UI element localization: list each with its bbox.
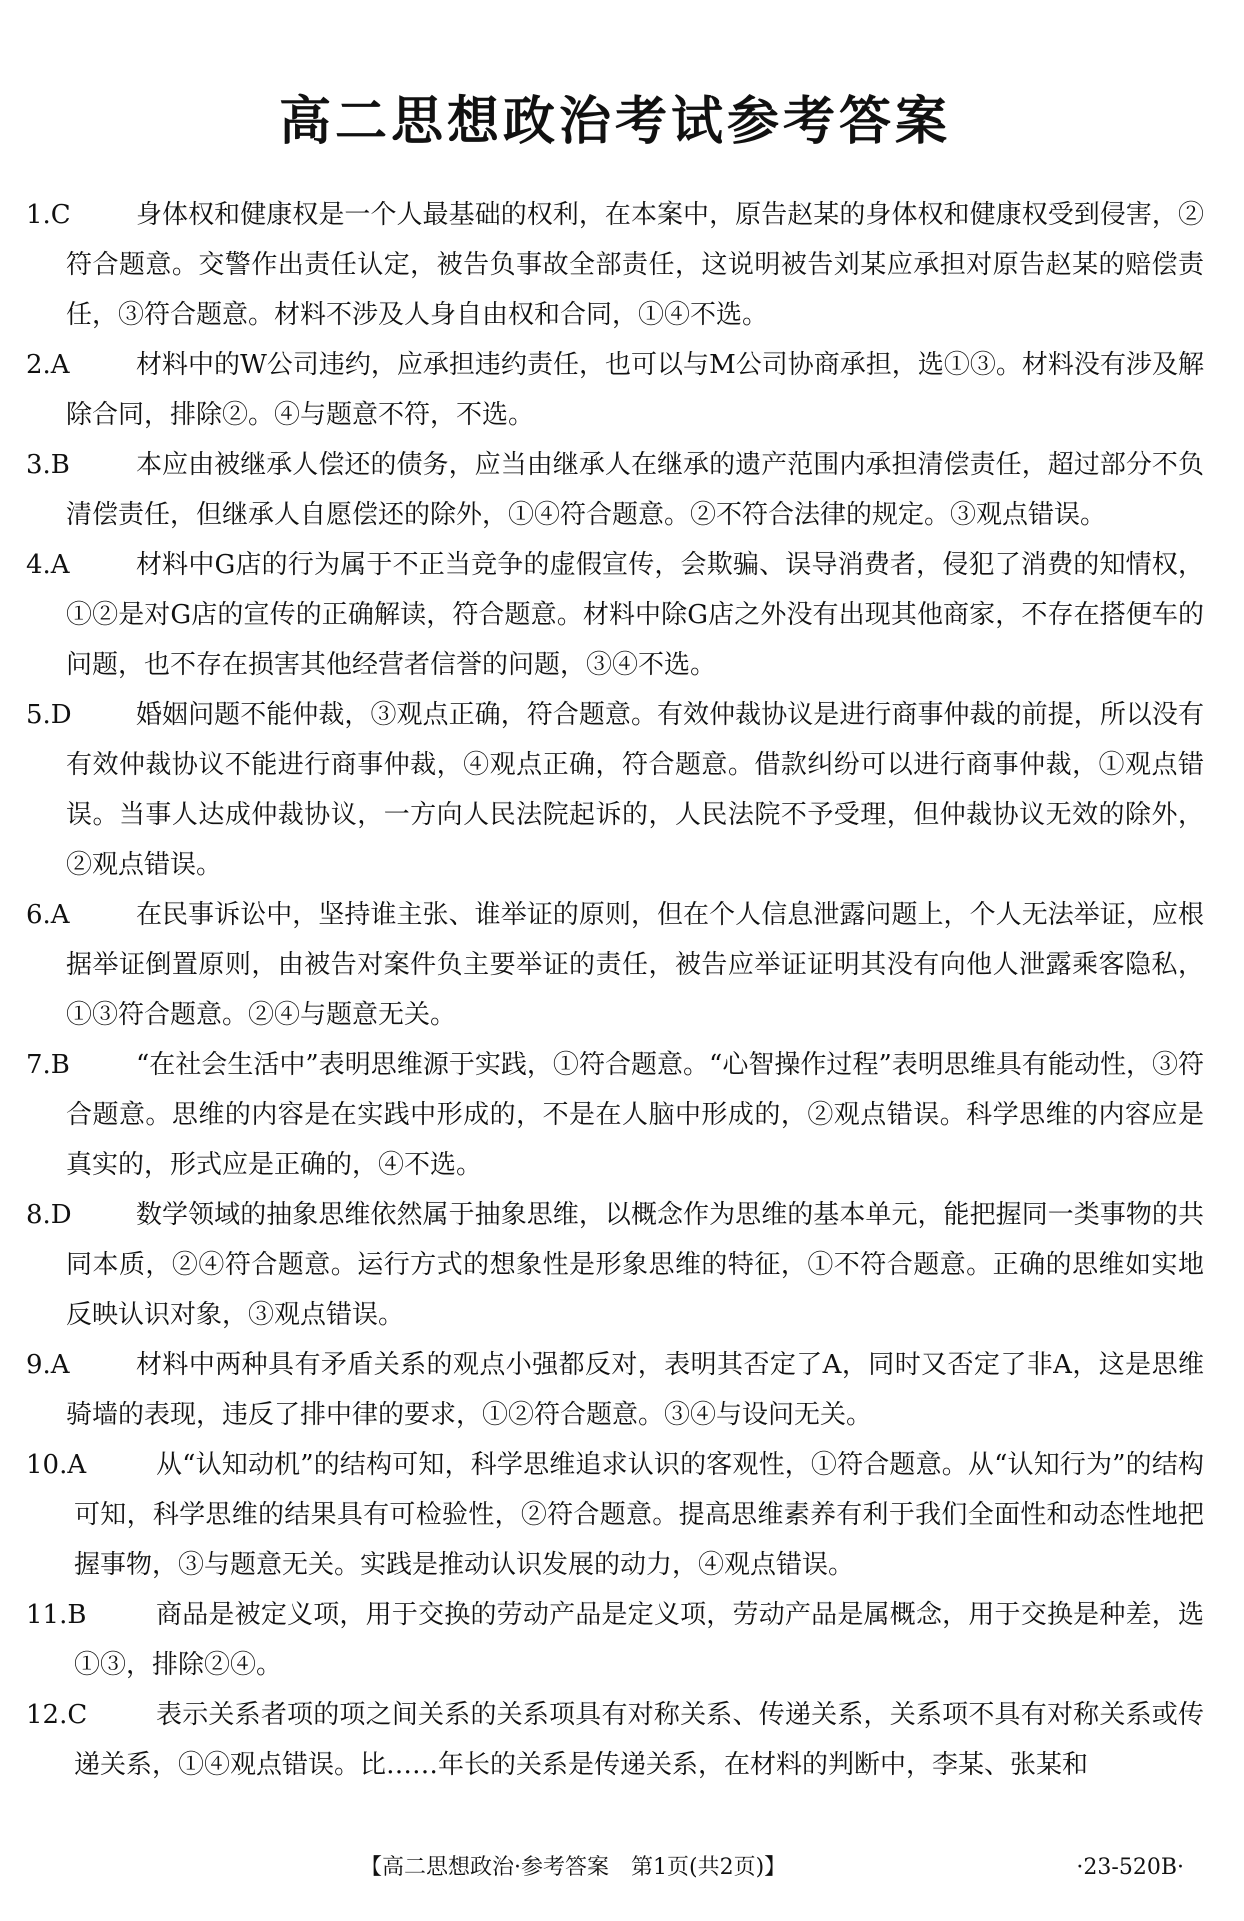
- answer-number: 12.C: [26, 1700, 88, 1730]
- answer-number: 1.C: [26, 200, 71, 230]
- answer-item: [26, 190, 1204, 340]
- answer-explanation: 数学领域的抽象思维依然属于抽象思维，以概念作为思维的基本单元，能把握同一类事物的共同本质，②④符合题意。运行方式的想象性是形象思维的特征，①不符合题意。正确的思维如实地反映认识对象，③观点错误。: [66, 1200, 1204, 1330]
- answer-explanation: 材料中两种具有矛盾关系的观点小强都反对，表明其否定了A，同时又否定了非A，这是思维骑墙的表现，违反了排中律的要求，①②符合题意。③④与设问无关。: [66, 1350, 1204, 1430]
- answer-explanation: 本应由被继承人偿还的债务，应当由继承人在继承的遗产范围内承担清偿责任，超过部分不负清偿责任，但继承人自愿偿还的除外，①④符合题意。②不符合法律的规定。③观点错误。: [66, 450, 1204, 530]
- answer-item: [26, 890, 1204, 1040]
- footer-code: ·23-520B·: [1076, 1855, 1184, 1880]
- answer-explanation: “在社会生活中”表明思维源于实践，①符合题意。“心智操作过程”表明思维具有能动性，③符合题意。思维的内容是在实践中形成的，不是在人脑中形成的，②观点错误。科学思维的内容应是真实的，形式应是正确的，④不选。: [66, 1050, 1204, 1180]
- answer-item: [26, 1190, 1204, 1340]
- answer-explanation: 表示关系者项的项之间关系的关系项具有对称关系、传递关系，关系项不具有对称关系或传递关系，①④观点错误。比……年长的关系是传递关系，在材料的判断中，李某、张某和: [74, 1700, 1204, 1780]
- answer-item: [26, 440, 1204, 540]
- answer-number: 7.B: [26, 1050, 70, 1080]
- answer-explanation: 在民事诉讼中，坚持谁主张、谁举证的原则，但在个人信息泄露问题上，个人无法举证，应根据举证倒置原则，由被告对案件负主要举证的责任，被告应举证证明其没有向他人泄露乘客隐私，①③符合题意。②④与题意无关。: [66, 900, 1204, 1030]
- answer-number: 11.B: [26, 1600, 87, 1630]
- answer-number: 5.D: [26, 700, 72, 730]
- footer-page-info: 【高二思想政治·参考答案 第1页(共2页)】: [360, 1855, 787, 1880]
- answer-number: 4.A: [26, 550, 70, 580]
- answer-number: 9.A: [26, 1350, 70, 1380]
- answer-number: 6.A: [26, 900, 70, 930]
- answer-item: [26, 1040, 1204, 1190]
- answer-number: 2.A: [26, 350, 70, 380]
- answer-explanation: 材料中G店的行为属于不正当竞争的虚假宣传，会欺骗、误导消费者，侵犯了消费的知情权，①②是对G店的宣传的正确解读，符合题意。材料中除G店之外没有出现其他商家，不存在搭便车的问题，也不存在损害其他经营者信誉的问题，③④不选。: [66, 550, 1204, 680]
- answer-explanation: 材料中的W公司违约，应承担违约责任，也可以与M公司协商承担，选①③。材料没有涉及解除合同，排除②。④与题意不符，不选。: [66, 350, 1204, 430]
- answer-item: [26, 1340, 1204, 1440]
- answer-item: [26, 540, 1204, 690]
- answer-explanation: 从“认知动机”的结构可知，科学思维追求认识的客观性，①符合题意。从“认知行为”的结构可知，科学思维的结果具有可检验性，②符合题意。提高思维素养有利于我们全面性和动态性地把握事物，③与题意无关。实践是推动认识发展的动力，④观点错误。: [74, 1450, 1204, 1580]
- answer-item: [26, 1590, 1204, 1690]
- answer-item: [26, 1440, 1204, 1590]
- answer-explanation: 商品是被定义项，用于交换的劳动产品是定义项，劳动产品是属概念，用于交换是种差，选①③，排除②④。: [74, 1600, 1204, 1680]
- answer-number: 10.A: [26, 1450, 87, 1480]
- page-title: 高二思想政治考试参考答案: [278, 92, 951, 152]
- answer-explanation: 身体权和健康权是一个人最基础的权利，在本案中，原告赵某的身体权和健康权受到侵害，②符合题意。交警作出责任认定，被告负事故全部责任，这说明被告刘某应承担对原告赵某的赔偿责任，③符合题意。材料不涉及人身自由权和合同，①④不选。: [66, 200, 1204, 330]
- answer-number: 3.B: [26, 450, 70, 480]
- answer-list: [26, 190, 1204, 1790]
- answer-number: 8.D: [26, 1200, 72, 1230]
- answer-explanation: 婚姻问题不能仲裁，③观点正确，符合题意。有效仲裁协议是进行商事仲裁的前提，所以没有有效仲裁协议不能进行商事仲裁，④观点正确，符合题意。借款纠纷可以进行商事仲裁，①观点错误。当事人达成仲裁协议，一方向人民法院起诉的，人民法院不予受理，但仲裁协议无效的除外，②观点错误。: [66, 700, 1204, 880]
- answer-item: [26, 340, 1204, 440]
- answer-item: [26, 1690, 1204, 1790]
- answer-item: [26, 690, 1204, 890]
